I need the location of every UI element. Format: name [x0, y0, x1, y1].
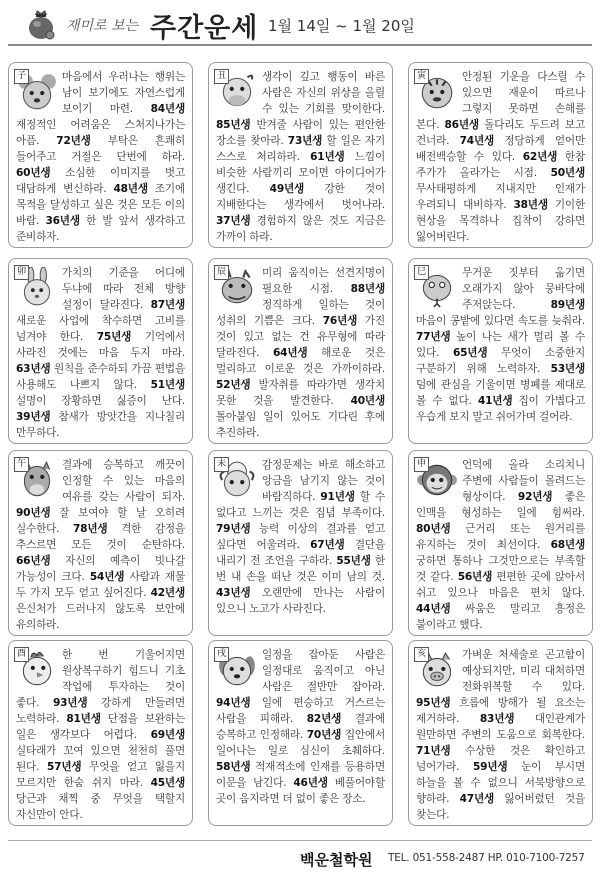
header: [0, 0, 600, 52]
fortune-segment: 소심한 이미지를 벗고 대담하게 변신하라.: [16, 167, 185, 195]
fortune-segment: 집이 가볍다고 우습게 보지 말고 쉬어가며 걸어라.: [416, 395, 585, 423]
footer-name: 백운철학원: [300, 851, 373, 869]
birth-year-label: 48년생: [113, 183, 148, 195]
birth-year-label: 77년생: [416, 331, 451, 343]
birth-year-label: 88년생: [350, 283, 385, 295]
fortune-card-ox: [208, 62, 393, 248]
birth-year-label: 90년생: [16, 507, 51, 519]
footer-contact: TEL. 051-558-2487 HP. 010-7100-7257: [388, 852, 585, 864]
birth-year-label: 45년생: [150, 777, 185, 789]
fortune-segment: 적재적소에 인재를 등용하면 이문을 남긴다.: [216, 761, 385, 789]
birth-year-label: 81년생: [66, 713, 101, 725]
monkey-icon: [414, 457, 458, 501]
fortune-segment: 한 번 기울어지면 원상복구하기 힘드니 기초 작업에 투자하는 것이 좋다.: [16, 649, 185, 709]
zodiac-sign-badge: 酉: [14, 647, 29, 662]
fortune-segment: 마음에서 우러나는 행위는 남이 보기에도 자연스럽게 보이기 마련.: [62, 71, 185, 115]
birth-year-label: 82년생: [306, 713, 342, 725]
birth-year-label: 41년생: [477, 395, 513, 407]
birth-year-label: 72년생: [56, 135, 91, 147]
fortune-segment: 가진 것이 있고 없는 건 유무형에 따라 달라진다.: [216, 315, 385, 359]
fortune-segment: 단점을 보완하는 일은 생각보다 어렵다.: [16, 713, 185, 741]
fortune-segment: 미리 움직이는 선견지명이 필요한 시점.: [262, 267, 385, 295]
birth-year-label: 63년생: [16, 363, 51, 375]
birth-year-label: 78년생: [73, 523, 108, 535]
zodiac-sign-badge: 巳: [414, 265, 429, 280]
birth-year-label: 52년생: [216, 379, 251, 391]
fortune-segment: 느낌이 비슷한 사람끼리 모이면 아이디어가 생긴다.: [216, 151, 385, 195]
fortune-segment: 편편한 곳에 앉아서 쉬고 있으나 마음은 편치 않다.: [416, 571, 585, 599]
birth-year-label: 49년생: [269, 183, 305, 195]
birth-year-label: 54년생: [89, 571, 125, 583]
birth-year-label: 84년생: [150, 103, 185, 115]
birth-year-label: 43년생: [216, 587, 251, 599]
fortune-segment: 기억에서 사라진 것에는 마음 두지 마라.: [16, 331, 185, 359]
fortune-card-rat: [8, 62, 193, 248]
fortune-segment: 덤에 관심을 기울이면 병폐를 제대로 볼 수 없다.: [416, 379, 585, 407]
fortune-segment: 참새가 방앗간을 지나칠리 만무하다.: [16, 411, 185, 439]
fortune-text: [416, 457, 585, 631]
rat-icon: [14, 69, 58, 113]
birth-year-label: 74년생: [459, 135, 495, 147]
fortune-segment: 실타래가 꼬여 있으면 천천히 풀면 된다.: [16, 745, 185, 773]
fortune-text: [416, 265, 585, 439]
birth-year-label: 60년생: [16, 167, 51, 179]
fortune-segment: 결과에 승복하고 깨끗이 인정할 수 있는 마음의 여유를 갖는 사람이 되자.: [62, 459, 185, 503]
zodiac-sign-badge: 丑: [214, 69, 229, 84]
birth-year-label: 56년생: [457, 571, 493, 583]
zodiac-sign-badge: 亥: [414, 647, 429, 662]
fortune-segment: 수상한 것은 확인하고 넘어가라.: [416, 745, 585, 773]
fortune-segment: 잃어버렸던 것을 찾는다.: [416, 793, 585, 821]
birth-year-label: 42년생: [150, 587, 185, 599]
horse-icon: [14, 457, 58, 501]
fortune-segment: 감정문제는 바로 해소하고 앙금을 남기지 않는 것이 바람직하다.: [262, 459, 385, 503]
fortune-segment: 돌다리도 두드려 보고 건너라.: [416, 119, 585, 147]
birth-year-label: 66년생: [16, 555, 51, 567]
birth-year-label: 95년생: [416, 697, 451, 709]
fortune-segment: 안정된 기운을 다스릴 수 있으면 재운이 따르나 그렇지 못하면 손해를 본다.: [416, 71, 585, 131]
birth-year-label: 79년생: [216, 523, 251, 535]
birth-year-label: 55년생: [336, 555, 371, 567]
fortune-segment: 원칙을 준수하되 가끔 편법을 사용해도 나쁘지 않다.: [16, 363, 185, 391]
snake-icon: [414, 265, 458, 309]
fortune-card-horse: [8, 450, 193, 636]
fortune-segment: 당근과 채찍 중 무엇을 택할지 자신만이 안다.: [16, 793, 185, 821]
fortune-segment: 언덕에 올라 소리치니 주변에 사람들이 몰려드는 형상이다.: [462, 459, 585, 503]
birth-year-label: 67년생: [310, 539, 345, 551]
fortune-card-dog: [208, 640, 393, 826]
birth-year-label: 69년생: [150, 729, 185, 741]
birth-year-label: 40년생: [350, 395, 385, 407]
birth-year-label: 59년생: [473, 761, 508, 773]
birth-year-label: 38년생: [513, 199, 548, 211]
fortune-segment: 정직하게 일하는 것이 성취의 기쁨은 크다.: [216, 299, 385, 327]
fortune-text: [416, 647, 585, 821]
birth-year-label: 73년생: [287, 135, 323, 147]
fortune-segment: 일에 편승하고 거스르는 사람을 피해라.: [216, 697, 385, 725]
birth-year-label: 65년생: [452, 347, 488, 359]
zodiac-sign-badge: 午: [14, 457, 29, 472]
fortune-segment: 무엇을 얻고 잃을지 모르지만 한숨 쉬지 마라.: [16, 761, 185, 789]
header-subtitle: 재미로 보는: [66, 18, 139, 34]
fortune-segment: 한 번 내 손을 떠난 것은 이미 남의 것.: [216, 555, 385, 583]
birth-year-label: 76년생: [322, 315, 358, 327]
fortune-segment: 생각이 깊고 행동이 바른 사람은 자신의 위상을 올릴 수 있는 기회를 맞이한다.: [262, 71, 385, 115]
fortune-segment: 베풀어야할 곳이 음지라면 더 없이 좋은 장소.: [216, 777, 385, 805]
fortune-text: [16, 69, 185, 243]
footer-divider: [8, 840, 592, 841]
fortune-text: [16, 647, 185, 821]
fortune-segment: 일정을 잡아둔 사람은 일정대로 움직이고 아닌 사람은 절반만 잡아라.: [262, 649, 385, 693]
fortune-segment: 한 발 앞서 생각하고 준비하자.: [16, 215, 185, 243]
fortune-segment: 무거운 짓부터 옮기면 오래가지 않아 뭉바닥에 주저앉는다.: [462, 267, 585, 311]
fortune-text: [216, 647, 385, 821]
dragon-icon: [214, 265, 258, 309]
fortune-segment: 근거리 또는 원거리를 유지하는 것이 최선이다.: [416, 523, 585, 551]
fortune-segment: 발자취를 따라가면 생각치 못한 것을 발견한다.: [216, 379, 385, 407]
birth-year-label: 62년생: [522, 151, 558, 163]
fortune-text: [216, 265, 385, 439]
rooster-icon: [14, 647, 58, 691]
birth-year-label: 37년생: [216, 215, 251, 227]
fortune-segment: 자신의 예측이 빗나갈 가능성이 크다.: [16, 555, 185, 583]
birth-year-label: 71년생: [416, 745, 451, 757]
birth-year-label: 61년생: [310, 151, 345, 163]
fortune-segment: 설명이 장황하면 싫증이 난다.: [16, 395, 185, 407]
birth-year-label: 80년생: [416, 523, 451, 535]
fortune-segment: 경험하지 않은 것도 지금은 가까이 하라.: [216, 215, 385, 243]
fortune-text: [216, 69, 385, 243]
birth-year-label: 70년생: [306, 729, 342, 741]
fortune-segment: 오랜만에 만나는 사람이 있으니 노고가 사라진다.: [216, 587, 385, 615]
zodiac-sign-badge: 寅: [414, 69, 429, 84]
fortune-card-sheep: [208, 450, 393, 636]
fortune-segment: 좋은 인맥을 형성하는 일에 힘써라.: [416, 491, 585, 519]
fortune-segment: 가치의 기준을 어디에 두냐에 따라 전체 방향 설정이 달라진다.: [62, 267, 185, 311]
date-range: 1월 14일 ~ 1월 20일: [268, 17, 415, 35]
fortune-card-monkey: [408, 450, 593, 636]
fortune-segment: 격한 감정을 추스르면 모든 것이 순탄하다.: [16, 523, 185, 551]
fortune-segment: 사람과 재물 두 가지 모두 얻고 싶어진다.: [16, 571, 185, 599]
page-title: 주간운세: [150, 13, 259, 44]
fortune-card-rabbit: [8, 258, 193, 444]
fortune-segment: 새로운 사업에 착수하면 고비를 넘겨야 한다.: [16, 315, 185, 343]
birth-year-label: 91년생: [320, 491, 355, 503]
birth-year-label: 94년생: [216, 697, 251, 709]
birth-year-label: 58년생: [216, 761, 251, 773]
fortune-segment: 할 일은 자기 스스로 처리하라.: [216, 135, 385, 163]
money-bag-icon: [26, 6, 56, 40]
fortune-segment: 궁하면 통하나 그것만으로는 부족할 것 같다.: [416, 555, 585, 583]
fortune-text: [16, 265, 185, 439]
fortune-text: [416, 69, 585, 243]
birth-year-label: 83년생: [479, 713, 515, 725]
zodiac-sign-badge: 子: [14, 69, 29, 84]
fortune-text: [16, 457, 185, 631]
fortune-segment: 무엇이 소중한지 구분하기 위해 노력하자.: [416, 347, 585, 375]
birth-year-label: 93년생: [52, 697, 88, 709]
header-divider: [8, 44, 592, 46]
fortune-segment: 잘 보여야 할 날 오히려 실수한다.: [16, 507, 185, 535]
dog-icon: [214, 647, 258, 691]
zodiac-sign-badge: 卯: [14, 265, 29, 280]
birth-year-label: 47년생: [459, 793, 495, 805]
fortune-card-dragon: [208, 258, 393, 444]
birth-year-label: 87년생: [150, 299, 185, 311]
birth-year-label: 68년생: [550, 539, 585, 551]
fortune-segment: 결과에 승복하고 인정해라.: [216, 713, 385, 741]
birth-year-label: 89년생: [550, 299, 585, 311]
birth-year-label: 85년생: [216, 119, 251, 131]
fortune-segment: 톨아붙임 일이 있어도 기다린 후에 추진하라.: [216, 411, 385, 439]
zodiac-sign-badge: 申: [414, 457, 429, 472]
fortune-text: [216, 457, 385, 631]
fortune-segment: 한참 주가가 올라가는 시점.: [416, 151, 585, 179]
fortune-segment: 마음이 콩밭에 있다면 속도를 늦춰라.: [416, 315, 585, 327]
birth-year-label: 44년생: [416, 603, 451, 615]
zodiac-sign-badge: 辰: [214, 265, 229, 280]
fortune-segment: 부탁은 흔쾌히 들어주고 거절은 단번에 하라.: [16, 135, 185, 163]
zodiac-sign-badge: 戌: [214, 647, 229, 662]
fortune-segment: 대인관계가 원만하면 주변의 도움으로 회복한다.: [416, 713, 585, 741]
fortune-segment: 강하게 만들려면 노력하라.: [16, 697, 185, 725]
fortune-segment: 높이 나는 새가 멀리 볼 수 있다.: [416, 331, 585, 359]
fortune-segment: 할 수 없다고 느끼는 것은 집념 부족이다.: [216, 491, 385, 519]
fortune-segment: 정당하게 얻어만 배전백승할 수 있다.: [416, 135, 585, 163]
fortune-segment: 싸움은 말리고 흥정은 붙이라고 했다.: [416, 603, 585, 631]
fortune-segment: 집안에서 일어나는 일로 심신이 초췌하다.: [216, 729, 385, 757]
fortune-card-pig: [408, 640, 593, 826]
birth-year-label: 36년생: [45, 215, 80, 227]
fortune-segment: 결단을 내리기 전 조언을 구하라.: [216, 539, 385, 567]
fortune-card-tiger: [408, 62, 593, 248]
fortune-segment: 해로운 것은 멀리하고 이로운 것은 가까이하라.: [216, 347, 385, 375]
birth-year-label: 75년생: [96, 331, 132, 343]
birth-year-label: 86년생: [444, 119, 479, 131]
fortune-segment: 무사태평하게 지내지만 인재가 우려되니 대비하자.: [416, 183, 585, 211]
fortune-card-rooster: [8, 640, 193, 826]
rabbit-icon: [14, 265, 58, 309]
fortune-segment: 눈이 부시면 하늘을 볼 수 없으니 서북방향으로 향하라.: [416, 761, 585, 805]
fortune-segment: 가벼운 처세술로 곤고함이 예상되지만, 미리 대처하면 전화위복할 수 있다.: [462, 649, 585, 693]
tiger-icon: [414, 69, 458, 113]
sheep-icon: [214, 457, 258, 501]
fortune-segment: 흐름에 방해가 될 요소는 제거하라.: [416, 697, 585, 725]
fortune-card-snake: [408, 258, 593, 444]
fortune-segment: 기이한 현상을 목격하나 집착이 강하면 잃어버린다.: [416, 199, 585, 243]
fortune-segment: 능력 이상의 결과를 얻고 싶다면 어울려라.: [216, 523, 385, 551]
birth-year-label: 64년생: [273, 347, 308, 359]
birth-year-label: 92년생: [517, 491, 553, 503]
birth-year-label: 57년생: [47, 761, 82, 773]
fortune-segment: 조기에 목적을 달성하고 싶은 것은 모든 이의 바람.: [16, 183, 185, 227]
fortune-segment: 재정적인 어려움은 스처지나가는 아픔.: [16, 119, 185, 147]
pig-icon: [414, 647, 458, 691]
fortune-segment: 강한 것이 지배한다는 생각에서 벗어나라.: [216, 183, 385, 211]
birth-year-label: 51년생: [150, 379, 185, 391]
birth-year-label: 53년생: [550, 363, 585, 375]
fortune-segment: 반겨줄 사람이 있는 편안한 장소를 찾아라.: [216, 119, 385, 147]
ox-icon: [214, 69, 258, 113]
birth-year-label: 50년생: [550, 167, 585, 179]
fortune-segment: 은신처가 드러나지 않도록 보안에 유의하라.: [16, 603, 185, 631]
birth-year-label: 39년생: [16, 411, 51, 423]
birth-year-label: 46년생: [293, 777, 328, 789]
zodiac-sign-badge: 未: [214, 457, 229, 472]
